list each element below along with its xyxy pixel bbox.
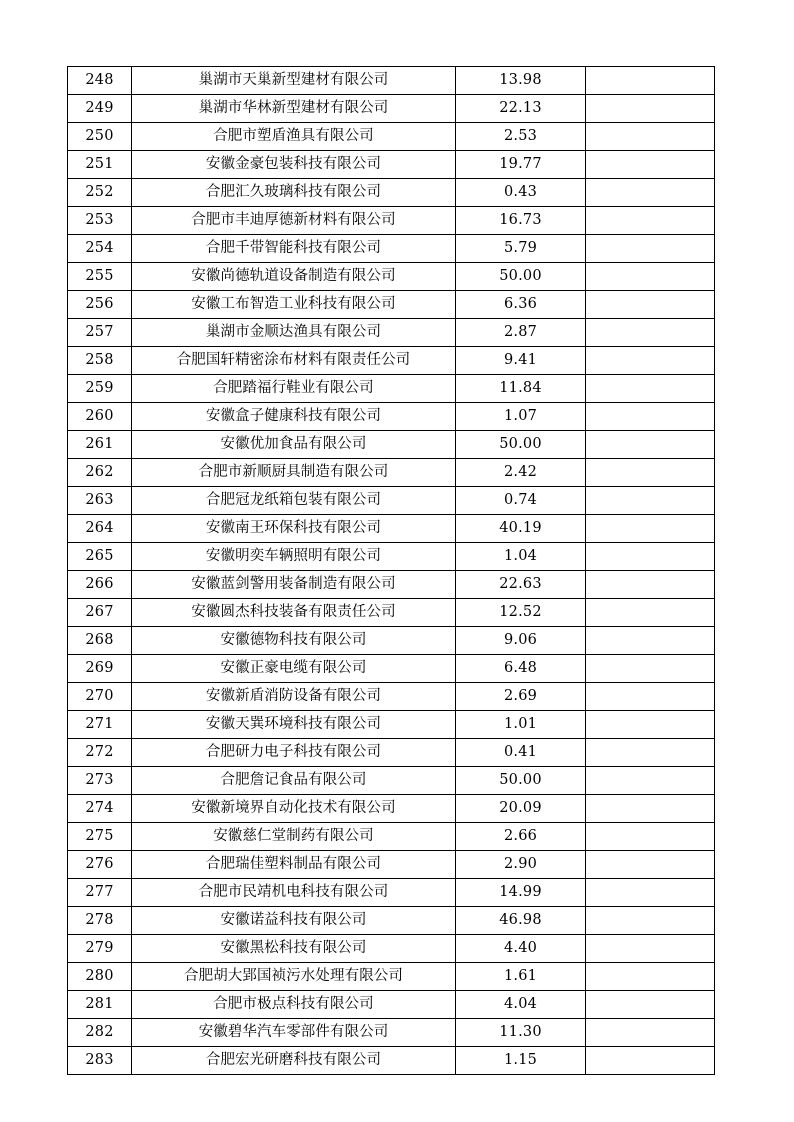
value-cell: 50.00 [456,263,586,291]
value-cell: 4.04 [456,991,586,1019]
empty-cell [586,851,715,879]
company-name-cell: 合肥千带智能科技有限公司 [132,235,456,263]
row-index-cell: 252 [68,179,132,207]
value-cell: 2.66 [456,823,586,851]
table-row [68,599,715,627]
company-name-cell: 合肥市新顺厨具制造有限公司 [132,459,456,487]
row-index-cell: 273 [68,767,132,795]
table-row [68,543,715,571]
row-index-cell: 258 [68,347,132,375]
company-name-cell: 安徽工布智造工业科技有限公司 [132,291,456,319]
table-row [68,235,715,263]
row-index-cell: 283 [68,1047,132,1075]
empty-cell [586,375,715,403]
table-row [68,319,715,347]
empty-cell [586,767,715,795]
value-cell: 1.15 [456,1047,586,1075]
table-row [68,935,715,963]
table-row [68,179,715,207]
empty-cell [586,991,715,1019]
empty-cell [586,739,715,767]
company-name-cell: 合肥宏光研磨科技有限公司 [132,1047,456,1075]
row-index-cell: 276 [68,851,132,879]
row-index-cell: 274 [68,795,132,823]
row-index-cell: 256 [68,291,132,319]
value-cell: 13.98 [456,67,586,95]
empty-cell [586,711,715,739]
table-row [68,151,715,179]
value-cell: 1.01 [456,711,586,739]
value-cell: 11.30 [456,1019,586,1047]
row-index-cell: 251 [68,151,132,179]
company-name-cell: 安徽德物科技有限公司 [132,627,456,655]
empty-cell [586,627,715,655]
value-cell: 9.41 [456,347,586,375]
empty-cell [586,515,715,543]
empty-cell [586,319,715,347]
empty-cell [586,879,715,907]
row-index-cell: 254 [68,235,132,263]
value-cell: 0.43 [456,179,586,207]
value-cell: 22.63 [456,571,586,599]
empty-cell [586,795,715,823]
company-name-cell: 巢湖市华林新型建材有限公司 [132,95,456,123]
table-row [68,963,715,991]
row-index-cell: 260 [68,403,132,431]
company-name-cell: 安徽新境界自动化技术有限公司 [132,795,456,823]
row-index-cell: 255 [68,263,132,291]
value-cell: 0.41 [456,739,586,767]
row-index-cell: 281 [68,991,132,1019]
company-name-cell: 安徽碧华汽车零部件有限公司 [132,1019,456,1047]
row-index-cell: 268 [68,627,132,655]
table-row [68,739,715,767]
table-row [68,459,715,487]
value-cell: 2.42 [456,459,586,487]
row-index-cell: 271 [68,711,132,739]
company-name-cell: 合肥冠龙纸箱包装有限公司 [132,487,456,515]
row-index-cell: 278 [68,907,132,935]
row-index-cell: 253 [68,207,132,235]
value-cell: 11.84 [456,375,586,403]
table-row [68,431,715,459]
company-name-cell: 安徽天巽环境科技有限公司 [132,711,456,739]
table-row [68,907,715,935]
company-name-cell: 巢湖市天巢新型建材有限公司 [132,67,456,95]
empty-cell [586,207,715,235]
empty-cell [586,291,715,319]
empty-cell [586,655,715,683]
value-cell: 50.00 [456,431,586,459]
table-row [68,263,715,291]
company-name-cell: 安徽明奕车辆照明有限公司 [132,543,456,571]
table-row [68,487,715,515]
company-name-cell: 安徽黑松科技有限公司 [132,935,456,963]
empty-cell [586,571,715,599]
row-index-cell: 272 [68,739,132,767]
empty-cell [586,599,715,627]
value-cell: 2.53 [456,123,586,151]
table-row [68,683,715,711]
value-cell: 2.87 [456,319,586,347]
row-index-cell: 279 [68,935,132,963]
empty-cell [586,1019,715,1047]
row-index-cell: 270 [68,683,132,711]
company-name-cell: 安徽新盾消防设备有限公司 [132,683,456,711]
table-row [68,375,715,403]
table-row [68,1047,715,1075]
value-cell: 46.98 [456,907,586,935]
empty-cell [586,823,715,851]
company-name-cell: 安徽圆杰科技装备有限责任公司 [132,599,456,627]
value-cell: 5.79 [456,235,586,263]
row-index-cell: 269 [68,655,132,683]
table-row [68,347,715,375]
value-cell: 6.48 [456,655,586,683]
table-row [68,991,715,1019]
value-cell: 16.73 [456,207,586,235]
empty-cell [586,487,715,515]
value-cell: 6.36 [456,291,586,319]
empty-cell [586,1047,715,1075]
row-index-cell: 280 [68,963,132,991]
empty-cell [586,151,715,179]
row-index-cell: 248 [68,67,132,95]
row-index-cell: 275 [68,823,132,851]
company-name-cell: 合肥市丰迪厚德新材料有限公司 [132,207,456,235]
company-name-cell: 安徽优加食品有限公司 [132,431,456,459]
row-index-cell: 250 [68,123,132,151]
row-index-cell: 263 [68,487,132,515]
table-row [68,571,715,599]
company-name-cell: 合肥研力电子科技有限公司 [132,739,456,767]
empty-cell [586,935,715,963]
row-index-cell: 262 [68,459,132,487]
table-row [68,403,715,431]
table-row [68,879,715,907]
value-cell: 20.09 [456,795,586,823]
value-cell: 1.61 [456,963,586,991]
row-index-cell: 265 [68,543,132,571]
table-body [68,67,715,1075]
table-row [68,767,715,795]
empty-cell [586,403,715,431]
row-index-cell: 257 [68,319,132,347]
company-listing-table [67,66,715,1075]
table-row [68,823,715,851]
value-cell: 50.00 [456,767,586,795]
empty-cell [586,263,715,291]
company-name-cell: 合肥市塑盾渔具有限公司 [132,123,456,151]
empty-cell [586,179,715,207]
company-name-cell: 巢湖市金顺达渔具有限公司 [132,319,456,347]
value-cell: 19.77 [456,151,586,179]
company-name-cell: 合肥踏福行鞋业有限公司 [132,375,456,403]
company-name-cell: 合肥胡大郢国祯污水处理有限公司 [132,963,456,991]
company-name-cell: 安徽金豪包装科技有限公司 [132,151,456,179]
company-name-cell: 合肥市极点科技有限公司 [132,991,456,1019]
company-name-cell: 合肥詹记食品有限公司 [132,767,456,795]
company-name-cell: 安徽南王环保科技有限公司 [132,515,456,543]
company-name-cell: 合肥汇久玻璃科技有限公司 [132,179,456,207]
company-name-cell: 安徽尚德轨道设备制造有限公司 [132,263,456,291]
value-cell: 22.13 [456,95,586,123]
row-index-cell: 266 [68,571,132,599]
empty-cell [586,235,715,263]
company-name-cell: 合肥瑞佳塑料制品有限公司 [132,851,456,879]
empty-cell [586,907,715,935]
company-name-cell: 安徽盒子健康科技有限公司 [132,403,456,431]
row-index-cell: 249 [68,95,132,123]
value-cell: 1.07 [456,403,586,431]
row-index-cell: 264 [68,515,132,543]
company-name-cell: 安徽慈仁堂制药有限公司 [132,823,456,851]
company-name-cell: 安徽正豪电缆有限公司 [132,655,456,683]
empty-cell [586,431,715,459]
value-cell: 14.99 [456,879,586,907]
value-cell: 2.90 [456,851,586,879]
company-name-cell: 合肥市民靖机电科技有限公司 [132,879,456,907]
empty-cell [586,543,715,571]
value-cell: 0.74 [456,487,586,515]
table-row [68,515,715,543]
table-row [68,795,715,823]
value-cell: 12.52 [456,599,586,627]
table-row [68,711,715,739]
row-index-cell: 259 [68,375,132,403]
company-name-cell: 安徽诺益科技有限公司 [132,907,456,935]
table-row [68,95,715,123]
empty-cell [586,347,715,375]
empty-cell [586,459,715,487]
empty-cell [586,683,715,711]
company-name-cell: 合肥国轩精密涂布材料有限责任公司 [132,347,456,375]
table-row [68,291,715,319]
empty-cell [586,67,715,95]
table-row [68,123,715,151]
company-name-cell: 安徽蓝剑警用装备制造有限公司 [132,571,456,599]
table-row [68,1019,715,1047]
table-row [68,851,715,879]
table-row [68,627,715,655]
empty-cell [586,963,715,991]
value-cell: 4.40 [456,935,586,963]
row-index-cell: 282 [68,1019,132,1047]
value-cell: 2.69 [456,683,586,711]
table-container [67,66,714,1075]
table-row [68,67,715,95]
value-cell: 9.06 [456,627,586,655]
row-index-cell: 261 [68,431,132,459]
value-cell: 40.19 [456,515,586,543]
row-index-cell: 267 [68,599,132,627]
empty-cell [586,95,715,123]
table-row [68,207,715,235]
row-index-cell: 277 [68,879,132,907]
value-cell: 1.04 [456,543,586,571]
empty-cell [586,123,715,151]
table-row [68,655,715,683]
